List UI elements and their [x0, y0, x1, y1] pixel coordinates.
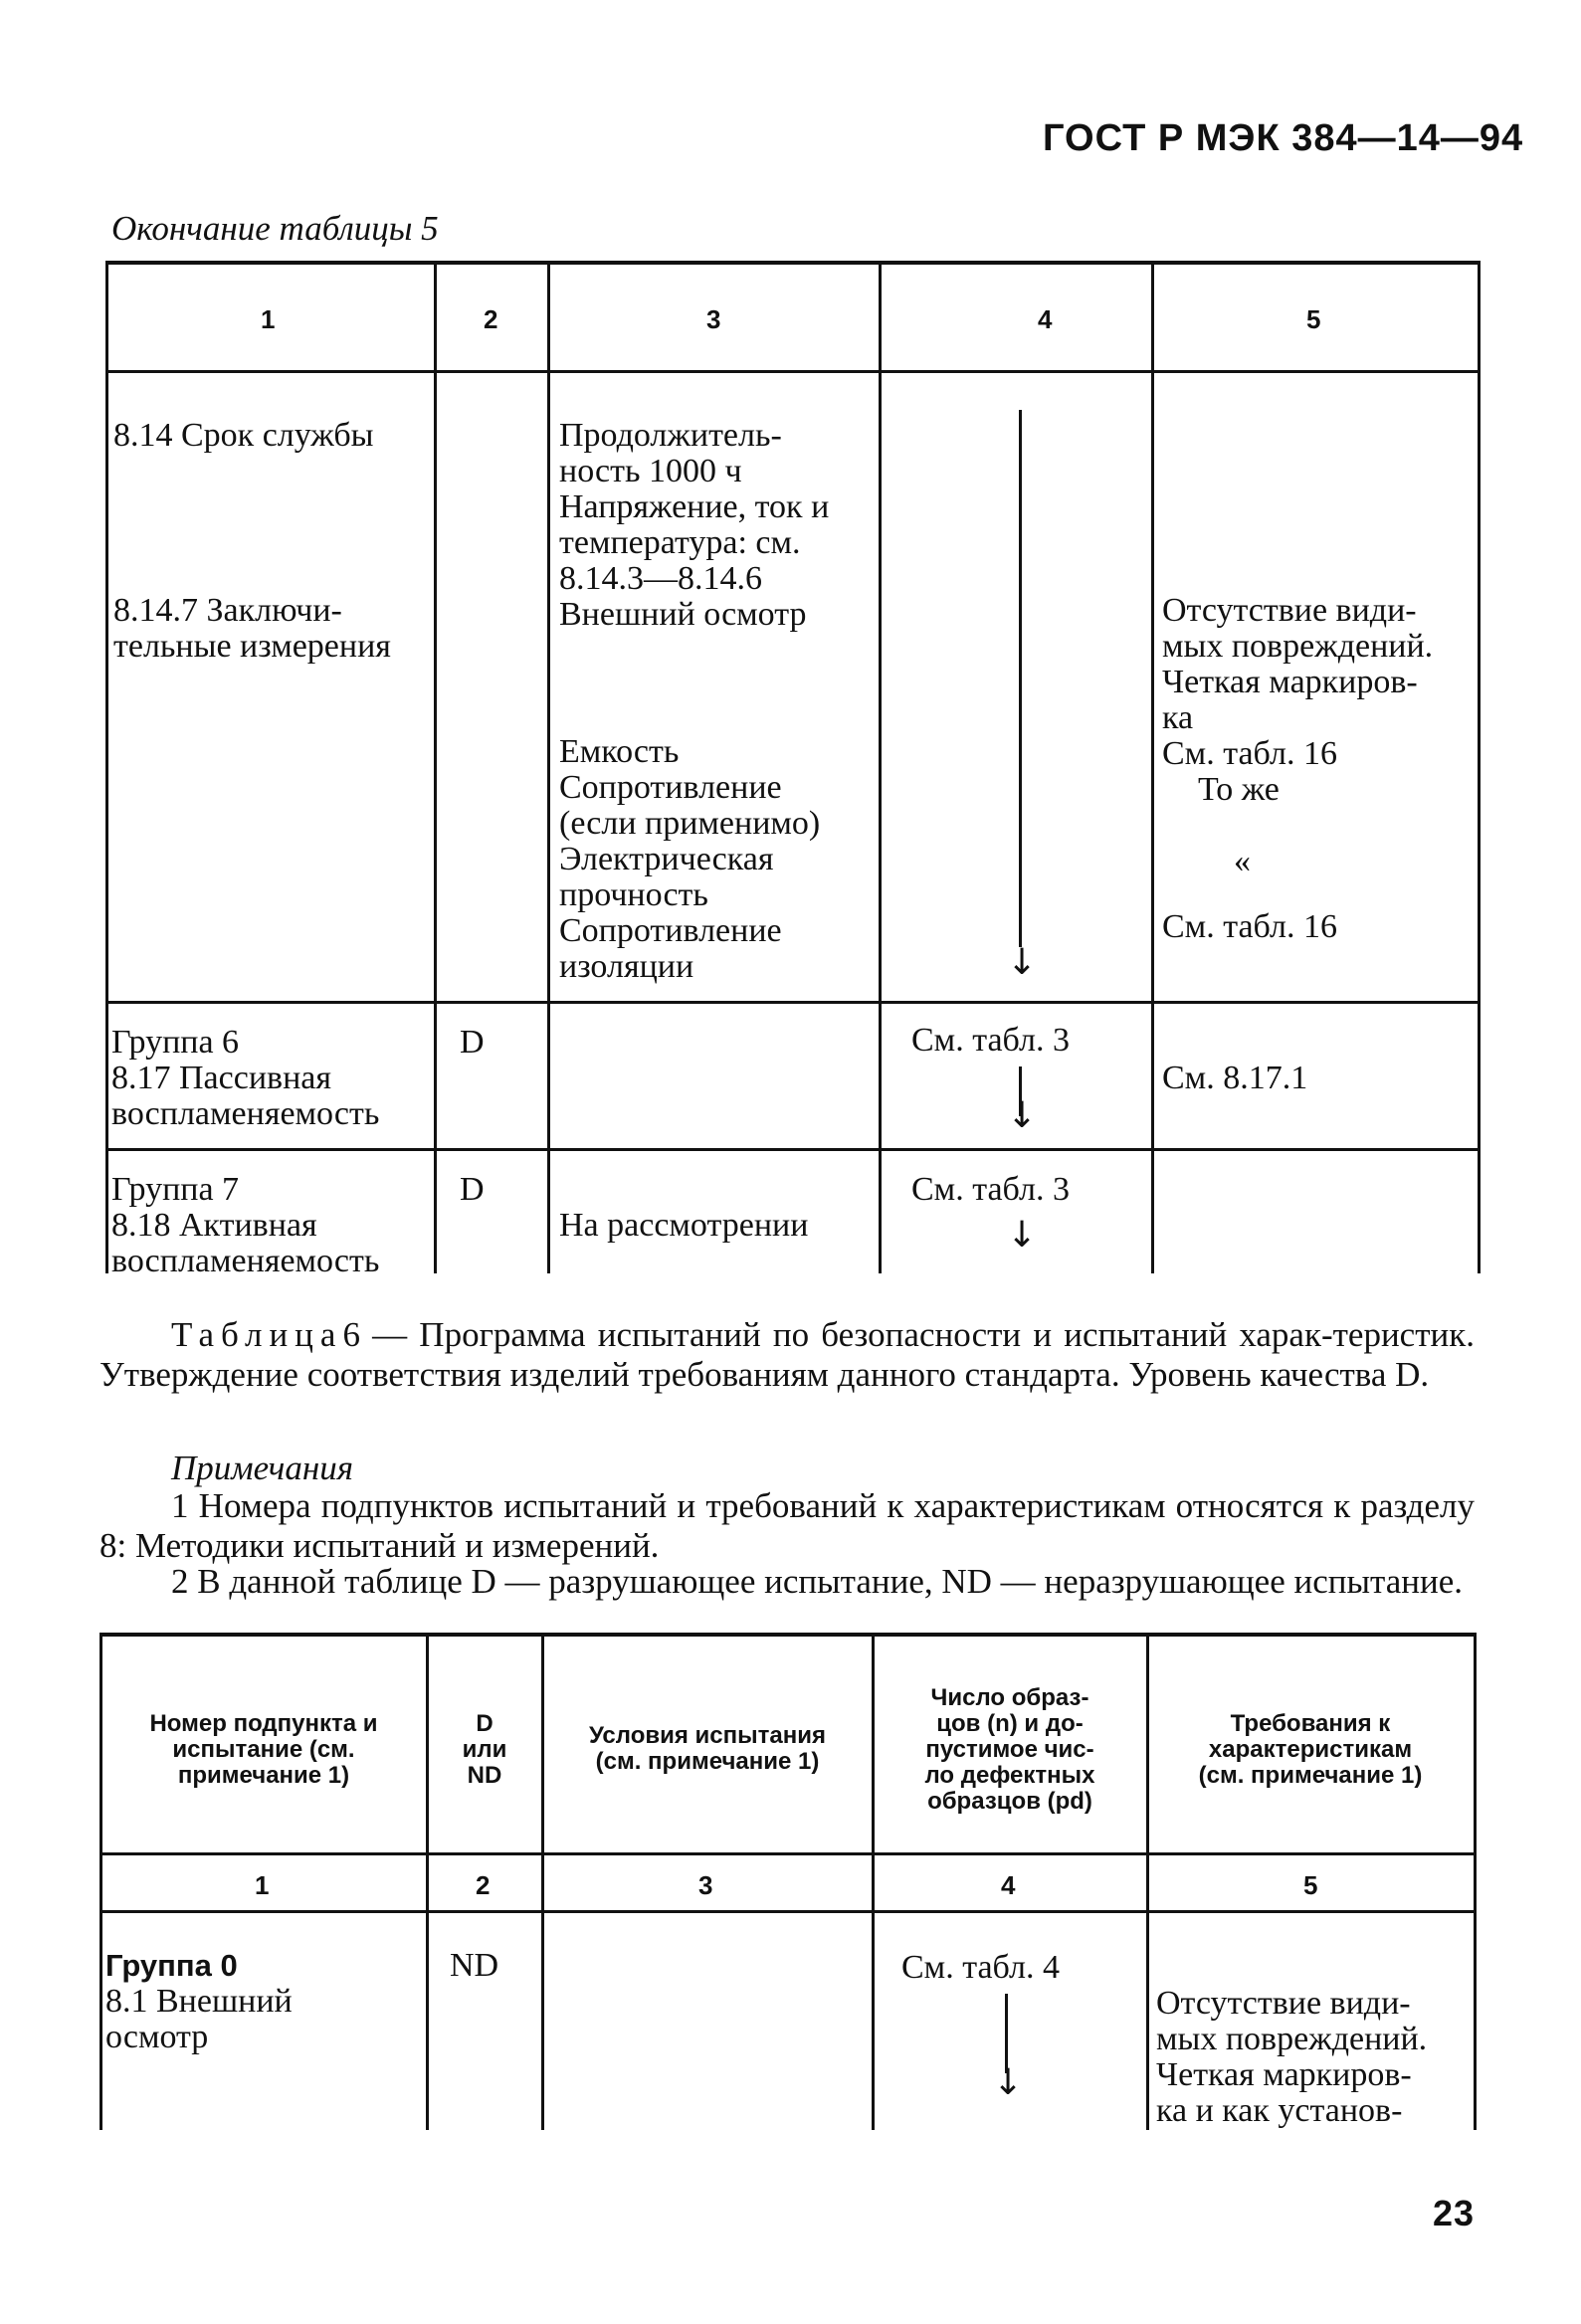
table5-r3-c1: Группа 7 8.18 Активная воспламеняемость — [111, 1171, 380, 1279]
table6-r1-c2: ND — [450, 1947, 499, 1984]
table6-r1-c4: См. табл. 4 — [901, 1949, 1060, 1986]
table5-r2-c5: См. 8.17.1 — [1162, 1060, 1308, 1096]
page-number: 23 — [1433, 2193, 1476, 2233]
table6-colnum-3: 3 — [698, 1870, 713, 1900]
table5-col-divider-3 — [879, 261, 882, 1273]
table5-colnum-2: 2 — [484, 304, 498, 334]
table6-header-5: Требования к характеристикам (см. примечание 1) — [1198, 1710, 1423, 1789]
table5-row-separator-1 — [105, 1001, 1481, 1004]
down-arrow-icon: ↓ — [993, 2062, 1024, 2103]
table6-header-3: Условия испытания (см. примечание 1) — [589, 1722, 826, 1775]
table6-header-1: Номер подпункта и испытание (см. примечание 1) — [149, 1710, 378, 1789]
table5-r1-arrow-line — [1019, 410, 1022, 947]
table6-col-divider-3 — [872, 1633, 875, 2130]
table6-header-4: Число образ- цов (n) и до- пустимое чис- ло дефектных образцов (pd) — [924, 1684, 1095, 1815]
table6-top-border — [99, 1633, 1477, 1637]
table5-r1-c3b: Емкость Сопротивление (если применимо) Электрическая прочность Сопротивление изоляции — [559, 733, 821, 985]
table6-col-divider-2 — [541, 1633, 544, 2130]
table5-colnum-5: 5 — [1306, 304, 1321, 334]
table5-r1-c5b: То же — [1198, 771, 1280, 808]
table5-col-divider-2 — [547, 261, 550, 1273]
table5-colnum-3: 3 — [706, 304, 721, 334]
table5-r1-c5d: См. табл. 16 — [1162, 908, 1337, 945]
table6-title-word: Таблица — [171, 1315, 343, 1354]
table6-colnum-2: 2 — [476, 1870, 491, 1900]
table6-col-divider-4 — [1146, 1633, 1149, 2130]
table5-r3-c2: D — [460, 1171, 485, 1208]
down-arrow-icon: ↓ — [1007, 942, 1038, 983]
table5-border-left — [105, 261, 108, 1273]
table5-r2-c4: См. табл. 3 — [911, 1022, 1070, 1059]
table6-header-2: D или ND — [462, 1710, 507, 1789]
table5-r1-c5c: « — [1234, 843, 1251, 879]
table5-r1-c5a: Отсутствие види- мых повреждений. Четкая маркиров- ка См. табл. 16 — [1162, 592, 1434, 772]
table6-colnum-5: 5 — [1303, 1870, 1318, 1900]
table5-border-right — [1478, 261, 1481, 1273]
table5-caption: Окончание таблицы 5 — [111, 209, 439, 248]
table5-row-separator-2 — [105, 1148, 1481, 1151]
table5-top-border — [105, 261, 1481, 265]
table6-r1-c5: Отсутствие види- мых повреждений. Четкая маркиров- ка и как установ- — [1156, 1985, 1428, 2129]
table6-colnum-4: 4 — [1001, 1870, 1016, 1900]
table5-r3-c3: На рассмотрении — [559, 1207, 809, 1244]
table6-title — [99, 1315, 1475, 1395]
table6-col-divider-1 — [426, 1633, 429, 2130]
standard-header: ГОСТ Р МЭК 384—14—94 — [1043, 117, 1524, 159]
notes-heading: Примечания — [171, 1449, 354, 1487]
table6-header-separator — [99, 1852, 1477, 1855]
table6-number-separator — [99, 1910, 1477, 1913]
table6-border-right — [1474, 1633, 1477, 2130]
table5-col-divider-1 — [434, 261, 437, 1273]
table5-col-divider-4 — [1151, 261, 1154, 1273]
table5-r1-c3: Продолжитель- ность 1000 ч Напряжение, ток и температура: см. 8.14.3—8.14.6 Внешний осмотр — [559, 417, 830, 633]
note-1: 1 Номера подпунктов испытаний и требований к характеристикам относятся к разделу 8: Методики испытаний и измерений. — [99, 1486, 1475, 1565]
down-arrow-icon: ↓ — [1007, 1095, 1038, 1136]
table5-r2-c2: D — [460, 1024, 485, 1061]
table6-border-left — [99, 1633, 102, 2130]
table5-r3-c4: См. табл. 3 — [911, 1171, 1070, 1208]
table5-r2-c1: Группа 6 8.17 Пассивная воспламеняемость — [111, 1024, 380, 1132]
table5-colnum-1: 1 — [261, 304, 276, 334]
table6-r1-arrow-line — [1005, 1994, 1008, 2073]
down-arrow-icon: ↓ — [1007, 1215, 1038, 1256]
table6-title-rest: 6 — Программа испытаний по безопасности и испытаний харак-теристик. Утверждение соответствия изделий требованиям данного стандарта. Уровень качества D. — [99, 1315, 1475, 1394]
table6-r1-c1-group: Группа 0 — [105, 1948, 238, 1983]
table5-colnum-4: 4 — [1038, 304, 1053, 334]
table5-r1-c1a: 8.14 Срок службы — [113, 417, 374, 454]
table5-r1-c1b: 8.14.7 Заключи- тельные измерения — [113, 592, 391, 665]
table6-r1-c1: 8.1 Внешний осмотр — [105, 1983, 293, 2055]
table5-header-separator — [105, 370, 1481, 373]
note-2: 2 В данной таблице D — разрушающее испытание, ND — неразрушающее испытание. — [171, 1562, 1464, 1601]
table6-colnum-1: 1 — [255, 1870, 270, 1900]
